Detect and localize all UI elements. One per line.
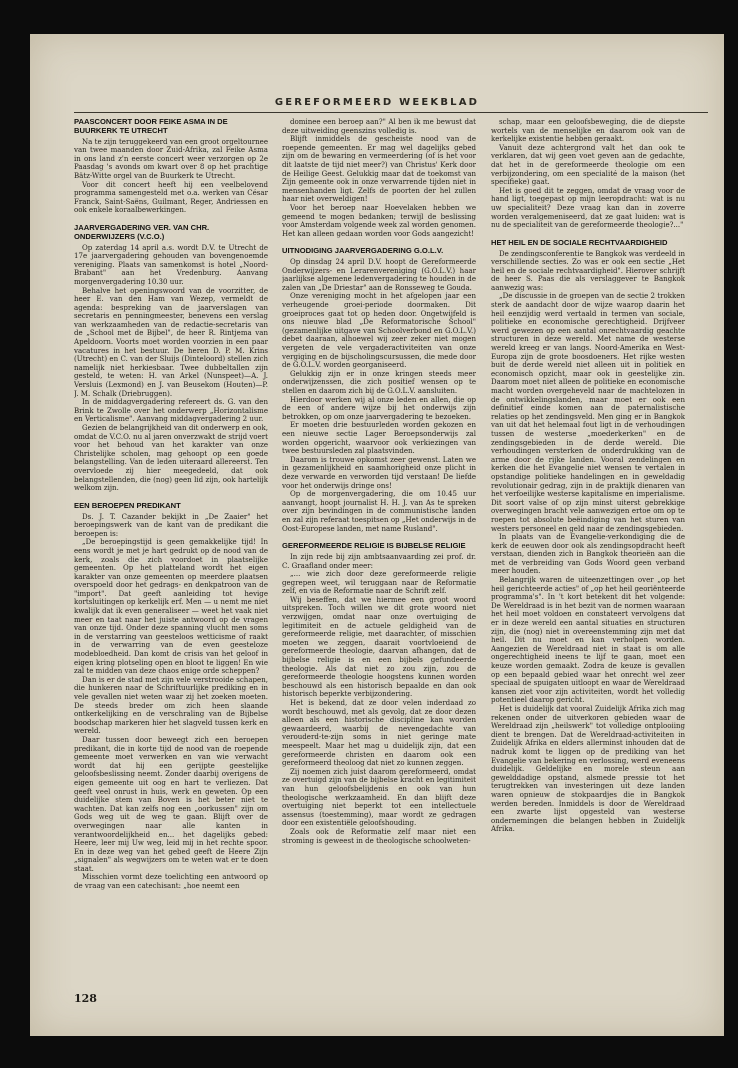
article-paragraph: Het is goed dit te zeggen, omdat de vraag voor de hand ligt, toegepast op mijn leeropdracht: wat is nu uw specialiteit? Deze vraag kan dan in zoverre worden veralgemeniseerd, dat ze gaat luiden: wat is nu de specialiteit van de gereformeerde theologie?..." bbox=[491, 185, 685, 230]
article-heading: JAARVERGADERING VER. VAN CHR. ONDERWIJZERS (V.C.O.) bbox=[74, 222, 210, 241]
article-paragraph: In zijn rede bij zijn ambtsaanvaarding zei prof. dr. C. Graafland onder meer: bbox=[282, 551, 476, 570]
page-number: 128 bbox=[74, 992, 97, 1005]
article-section bbox=[491, 118, 685, 230]
article-paragraph: Vanuit deze achtergrond valt het dan ook te verklaren, dat wij geen voet geven aan de gedachte, dat het in de gereformeerde theologie om een verbijzondering, om een specialité de la maison (het specifieke) gaat. bbox=[491, 142, 685, 187]
article-paragraph: Blijft inmiddels de gescheiste nood van de roepende gemeenten. Er mag wel dagelijks gebed zijn om de bewaring en vermeerdering (of is het voor dit laatste de tijd niet meer?) van Christus' Kerk door de Heilige Geest. Gelukkig maar dat de toekomst van Zijn gemeente ook in onze verwarrende tijden niet in mensenhanden ligt. Zelfs de poorten der hel zullen haar niet overweldigen! bbox=[282, 134, 476, 204]
column-2 bbox=[282, 118, 476, 968]
article-section bbox=[282, 118, 476, 238]
article-heading: GEREFORMEERDE RELIGIE IS BIJBELSE RELIGIE bbox=[282, 541, 466, 551]
article-paragraph: Er moeten drie bestuurleden worden gekozen en een nieuwe sectie Lager Beroepsonderwijs zal worden opgericht, waarvoor ook verkiezingen van twee bestuursleden zal plaatsvinden. bbox=[282, 420, 476, 456]
article-section bbox=[74, 118, 268, 215]
article-paragraph: Het is bekend, dat ze door velen inderdaad zo wordt beschouwd, met als gevolg, dat ze door dezen alleen als een historische discipline kan worden gewaardeerd, waarbij de nevengedachte van verouderd-te-zijn soms in niet geringe mate meespeelt. Maar het mag u duidelijk zijn, dat een gereformeerde christen en daarom ook een gereformeerd theoloog dat niet zo kunnen zeggen. bbox=[282, 698, 476, 768]
article-paragraph: In plaats van de Evangelie-verkondiging die de kerk de eeuwen door ook als zendingsopdracht heeft verstaan, dienden zich in Bangkok theorieën aan die met de verbreiding van Gods Woord geen verband meer houden. bbox=[491, 532, 685, 576]
article-paragraph: Het is duidelijk dat vooral Zuidelijk Afrika zich mag rekenen onder de uitverkoren gebieden waar de Wereldraad zijn „heilswerk" tot volledige ontplooiing dient te brengen. Dat de Wereldraad-activiteiten in Zuidelijk Afrika en elders allerminst inhouden dat de nadruk komt te liggen op de prediking van het Evangelie van bekering en verlossing, werd eveneens duidelijk. Geldelijke en morele steun aan gewelddadige opstand, alsmede pressie tot het terugtrekken van investeringen uit deze landen waren opnieuw de stokpaardjes die in Bangkok werden bereden. Inmiddels is door de Wereldraad een zwarte lijst opgesteld van westerse ondernemingen die belangen hebben in Zuidelijk Afrika. bbox=[491, 703, 685, 834]
article-paragraph: Na te zijn teruggekeerd van een groot orgeltournee van twee maanden door Zuid-Afrika, zal Feike Asma in ons land z'n eerste concert weer verzorgen op 2e Paasdag 's avonds om kwart over 8 op het prachtige Bätz-Witte orgel van de Buurkerk te Utrecht. bbox=[74, 136, 268, 180]
article-paragraph: In de middagvergadering refereert ds. G. van den Brink te Zwolle over het onderwerp „Horizontalisme en Verticalisme". Aanvang middagvergadering 2 uur. bbox=[74, 397, 268, 424]
article-section bbox=[491, 239, 685, 834]
article-paragraph: Gelukkig zijn er in onze kringen steeds meer onderwijzenssen, die zich positief wensen op te stellen en daarom zich bij de G.O.L.V. aansluiten. bbox=[282, 368, 476, 396]
article-paragraph: Onze vereniging mocht in het afgelopen jaar een verheugende groei-periode doormaken. Dit groeiproces gaat tot op heden door. Ongetwijfeld is ons nieuwe blad „De Reformatorische School" (gezamenlijke uitgave van Schoolverbond en G.O.L.V.) debet daaraan, alhoewel wij zeer zeker niet mogen vergeten de vele vergaderactiviteiten van onze vergiging en de bijscholingscursussen, die mede door de G.O.L.V. worden georganiseerd. bbox=[282, 291, 476, 370]
article-paragraph: Hierdoor werken wij al onze leden en allen, die op de een of andere wijze bij het onderwijs zijn betrokken, op om onze jaarvergadering te bezoeken. bbox=[282, 394, 476, 421]
article-heading: UITNODIGING JAARVERGADERING G.O.L.V. bbox=[282, 246, 444, 256]
running-head: GEREFORMEERD WEEKBLAD bbox=[274, 97, 480, 108]
article-paragraph: „De beroepingstijd is geen gemakkelijke tijd! In eens wordt je met je hart gedrukt op de nood van de kerk, zoals die zich voordoet in plaatselijke gemeenten. Op het platteland wordt het eigen karakter van onze gemeenten op meerdere plaatsen overspoeld door het gedrags- en denkpatroon van de "import". Dat geeft aanleiding tot hevige kortsluitingen op kerkelijk erf. Men — u nemt me niet kwalijk dat ik even generaliseer — weet het vaak niet meer en taat naar het juiste antwoord op de vragen van onze tijd. Onder deze spanning vlucht men soms in de verstarring van geesteloos wetticisme of raakt in de verwarring van de even geesteloze modebloedheid. Dan komt de crisis van het geloof in eigen kring plotseling open en bloot te liggen! En wie zal te midden van deze chaos enige orde scheppen? bbox=[74, 537, 268, 676]
article-paragraph: Belangrijk waren de uiteenzettingen over „op het heil gerichteerde acties" of „op het heil georiënteerde programma's". In 't kort betekent dit het volgende: De Wereldraad is in het bezit van de normen waaraan het heil moet voldoen en constateert vervolgens dat er in deze wereld een aantal situaties en structuren zijn, die (nog) niet in overeenstemming zijn met dat heil. Dit nu moet en kan verholpen worden. Aangezien de Wereldraad niet in staat is om alle ongerechtigheid ineens te lijf te gaan, moet een keuze worden gemaakt. Zodra de keuze is gevallen op een bepaald gebied waar het onrecht wel zeer speciaal de spuigaten uitloopt en waar de Wereldraad kansen ziet voor zijn activiteiten, wordt het volledig potentieel daarop gericht. bbox=[491, 575, 685, 705]
article-heading: PAASCONCERT DOOR FEIKE ASMA IN DE BUURKERK TE UTRECHT bbox=[74, 118, 228, 135]
article-paragraph: Zij noemen zich juist daarom gereformeerd, omdat ze overtuigd zijn van de bijbelse kracht en legitimiteit van hun geloofsbelijdenis en ook van hun theologische werkzaamheid. En dan blijft deze overtuiging niet beperkt tot een intellectuele assensus (toestemming), maar wordt ze gedragen door een existentiële geloofshouding. bbox=[282, 766, 476, 828]
article-paragraph: dominee een beroep aan?" Al ben ik me bewust dat deze uitweiding geenszins volledig is. bbox=[282, 118, 476, 135]
article-section bbox=[74, 502, 268, 891]
article-paragraph: „... wie zich door deze gereformeerde religie gegrepen weet, wil teruggaan naar de Reformatie zelf, en via de Reformatie naar de Schrift zelf. bbox=[282, 569, 476, 596]
column-1 bbox=[74, 118, 268, 968]
article-paragraph: Wij beseffen, dat we hiermee een groot woord uitspreken. Toch willen we dit grote woord niet verzwijgen, omdat naar onze overtuiging de legitimiteit en de actuele geldigheid van de gereformeerde religie, met daarachter, of misschien moeten we zeggen, daarait voortvloeiend de gereformeerde theologie, daarvan afhangen, dat de bijbelse religie is en een bijbels gefundeerde theologie. Als dat niet zo zou zijn, zou de gereformeerde theologie hoogstens kunnen worden beschouwd als een historisch bepaalde en dan ook historisch beperkte verbijzondering. bbox=[282, 594, 476, 699]
article-paragraph: schap, maar een geloofsbeweging, die de diepste wortels van de menselijke en daarom ook van de kerkelijke existentie hebben geraakt. bbox=[491, 118, 685, 144]
article-paragraph: Ds. J. T. Cazander bekijkt in „De Zaaier" het beroepingswerk van de kant van de predikant die beroepen is: bbox=[74, 511, 268, 538]
article-paragraph: Voor het beroep naar Hoevelaken hebben we gemeend te mogen bedanken; terwijl de beslissing voor Amsterdam volgende week zal worden genomen. Het kan alleen gedaan worden voor Gods aangezicht! bbox=[282, 202, 476, 238]
article-paragraph: Op zaterdag 14 april a.s. wordt D.V. te Utrecht de 17e jaarvergadering gehouden van bovengenoemde vereniging. Plaats van samenkomst is hotel „Noord-Brabant" aan het Vredenburg. Aanvang morgenvergadering 10.30 uur. bbox=[74, 242, 268, 286]
article-paragraph: Voor dit concert heeft hij een veelbelovend programma samengesteld met o.a. werken van César Franck, Saint-Saëns, Guilmant, Reger, Andriessen en ook enkele koraalbewerkingen. bbox=[74, 179, 268, 215]
article-paragraph: „De discussie in de groepen van de sectie 2 trokken sterk de aandacht door de wijze waarop daarin het heil eenzijdig werd vertaald in termen van sociale, politieke en economische gerechtigheid. Drijfveer werd gewezen op een aantal onrechtvaardig geachte structuren in deze wereld. Met name de westerse wereld kreeg er van langs. Noord-Amerika en West-Europa zijn de grote boosdoeners. Het rijke westen buit de derde wereld niet alleen uit in politiek en economisch opzicht, maar ook in geestelijke zin. Daarom moet niet alleen de politieke en economische macht worden overgeheveld naar de machtelozen in de ontwikkelingslanden, maar moet er ook een definitief einde komen aan de paternalistische relaties op het zendingsveld. Men ging er in Bangkok van uit dat het helemaal fout ligt in de verhoudingen tussen de westerse „moederkerken" en de zendingsgebieden in de derde wereld. Die verhoudingen versterken de onderdrukking van de arme door de rijke landen. Vooral zendelingen en kerken die het Evangelie niet wensen te vertalen in opstandige politieke handelingen en in geweldadig revolutionair gedrag, zijn in de praktijk dienaren van het verfoeilijke westerse kapitalisme en imperialisme. Dit soort valse of op zijn minst uiterst gebrekkige overwegingen bracht vele aanwezigen ertoe om op te roepen tot absolute beëindiging van het sturen van westers personeel en geld naar de zendingsgebieden. bbox=[491, 291, 685, 533]
article-paragraph: De zendingsconferentie te Bangkok was verdeeld in verschillende secties. Zo was er ook een sectie „Het heil en de sociale rechtvaardigheid". Hierover schrijft de heer S. Paas die als verslaggever te Bangkok aanwezig was: bbox=[491, 248, 685, 292]
article-paragraph: Op de morgenvergadering, die om 10.45 uur aanvangt, hoopt journalist H. H. J. van As te spreken over zijn bevindingen in de communistische landen en zal zijn referaat toespitsen op „Het onderwijs in de Oost-Europese landen, met name Rusland". bbox=[282, 489, 476, 533]
article-paragraph: Zoals ook de Reformatie zelf maar niet een stroming is geweest in de theologische schoolweten- bbox=[282, 826, 476, 845]
article-paragraph: Behalve het openingswoord van de voorzitter, de heer E. van den Ham van Wezep, vermeldt de agenda: bespreking van de jaarverslagen van secretaris en penningmeester, benevens een verslag van werkzaamheden van de redactie-secretaris van de „School met de Bijbel", de heer R. Rintjema van Apeldoorn. Voorts moet worden voorzien in een paar vacatures in het bestuur. De heren D. P. M. Krins (Utrecht) en C. van der Sluijs (Dinteloord) stellen zich namelijk niet herkiesbaar. Twee dubbeltallen zijn gesteld, te weten: H. van Arkel (Nunspeet)—A. J. Versluis (Lexmond) en J. van Beusekom (Houten)—P. J. M. Schalk (Driebruggen). bbox=[74, 285, 268, 398]
article-paragraph: Op dinsdag 24 april D.V. hoopt de Gereformeerde Onderwijzers- en Lerarenvereniging (G.O.L.V.) haar jaarlijkse algemene ledenvergadering te houden in de zalen van „De Driestar" aan de Ronsseweg te Gouda. bbox=[282, 257, 476, 292]
article-paragraph: Daar tussen door beweegt zich een beroepen predikant, die in korte tijd de nood van de roepende gemeente moet verwerken en van wie verwacht wordt dat hij een gerijpte geestelijke geloofsbeslissing neemt. Zonder daarbij overigens de eigen gemeente uit oog en hart te verliezen. Dat geeft veel onrust in huis, werk en geweten. Op een duidelijke stem van Boven is het beter niet te wachten. Dat kan zelfs nog een „oorkussen" zijn om Gods weg uit de weg te gaan. Blijft over de overwegingen naar alle kanten in verantwoordelijkheid en... het dagelijks gebed: Heere, leer mij Uw weg, leid mij in het rechte spoor. En in deze weg van het gebed geeft de Heere Zijn „signalen" als wegwijzers om te weten wat er te doen staat. bbox=[74, 734, 268, 873]
article-paragraph: Misschien vormt deze toelichting een antwoord op de vraag van een catechisant: „hoe neemt een bbox=[74, 872, 268, 891]
article-section bbox=[282, 542, 476, 845]
article-paragraph: Dan is er de stad met zijn vele verstrooide schapen, die hunkeren naar de Schriftuurlijke prediking en in vele gevallen niet weten waar zij het zoeken moeten. De steeds breder om zich heen slaande ontkerkelijking en de verschraling van de Bijbelse boodschap markeren hier het slagveld tussen kerk en wereld. bbox=[74, 674, 268, 736]
article-heading: EEN BEROEPEN PREDIKANT bbox=[74, 500, 181, 510]
article-paragraph: Gezien de belangrijkheid van dit onderwerp en ook, omdat de V.C.O. nu al jaren onverzwakt de strijd voert voor het behoud van het karakter van onze Christelijke scholen, mag gehoopt op een goede belangstelling. Van de leden uiteraard allereerst. Ten overvloede zij hier meegedeeld, dat ook belangstellenden, die (nog) geen lid zijn, ook hartelijk welkom zijn. bbox=[74, 423, 268, 493]
magazine-page bbox=[30, 34, 724, 1036]
article-heading: HET HEIL EN DE SOCIALE RECHTVAARDIGHEID bbox=[491, 237, 668, 247]
article-section bbox=[74, 224, 268, 493]
article-paragraph: Daarom is trouwe opkomst zeer gewenst. Laten we in gezamenlijkheid en saamhorigheid onze plicht in deze verwarde en verworden tijd verstaan! De liefde voor het onderwijs dringe ons! bbox=[282, 454, 476, 490]
header-rule bbox=[74, 112, 708, 113]
column-3 bbox=[491, 118, 685, 968]
article-section bbox=[282, 247, 476, 533]
